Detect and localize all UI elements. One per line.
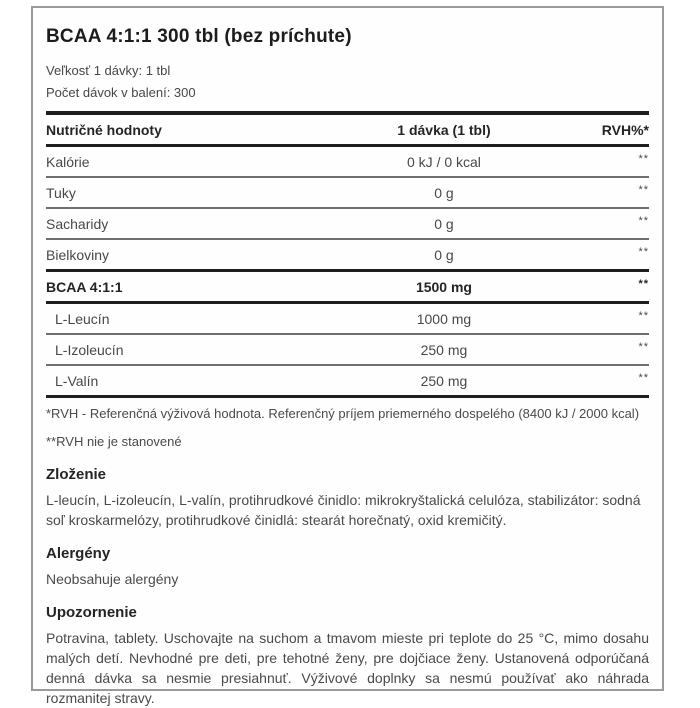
nutrition-facts-table: [46, 111, 649, 398]
nutrient-rvh: **: [638, 153, 649, 165]
table-row: [46, 334, 649, 365]
warning-text: Potravina, tablety. Uschovajte na suchom a tmavom mieste pri teplote do 25 °C, mimo dosahu malých detí. Nevhodné pre deti, pre tehotné ženy, pre dojčiace ženy. Ustanovená odporúčaná denná dávka sa nesmie presiahnuť. Výživové doplnky sa nesmú používať ako náhrada rozmanitej stravy.: [46, 630, 649, 706]
nutrient-rvh: **: [638, 184, 649, 196]
nutrient-label: L-Leucín: [55, 311, 110, 327]
allergens-text: Neobsahuje alergény: [46, 571, 179, 587]
nutrient-label: L-Valín: [55, 373, 99, 389]
table-row: [46, 208, 649, 239]
allergens-heading: Alergény: [46, 545, 111, 562]
nutrient-value: 250 mg: [420, 342, 468, 358]
nutrient-rvh: **: [638, 310, 649, 322]
nutrient-rvh: **: [638, 246, 649, 258]
table-row: [46, 239, 649, 271]
nutrient-label: Tuky: [46, 185, 76, 201]
servings-per-pack-line: Počet dávok v balení: 300: [46, 85, 196, 100]
table-header-row: [46, 113, 649, 146]
table-row: [46, 146, 649, 178]
ingredients-heading: Zloženie: [46, 466, 107, 483]
nutrient-value: 250 mg: [420, 373, 468, 389]
nutrient-value: 0 g: [434, 185, 454, 201]
table-row: [46, 365, 649, 397]
rvh-definition-footnote: *RVH - Referenčná výživová hodnota. Referenčný príjem priemerného dospelého (8400 kJ / 2000 kcal): [46, 406, 640, 421]
rvh-not-set-footnote: **RVH nie je stanovené: [46, 434, 182, 449]
warning-heading: Upozornenie: [46, 604, 137, 621]
nutrient-value: 0 kJ / 0 kcal: [407, 154, 481, 170]
nutrient-value: 0 g: [434, 247, 454, 263]
nutrient-value: 0 g: [434, 216, 454, 232]
table-row: [46, 303, 649, 335]
ingredients-text: L-leucín, L-izoleucín, L-valín, protihrudkové činidlo: mikrokryštalická celulóza, stabilizátor: sodná soľ kroskarmelózy, protihrudkové činidlá: stearát horečnatý, oxid kremičitý.: [46, 492, 641, 528]
nutrient-rvh: **: [638, 341, 649, 353]
nutrient-label: BCAA 4:1:1: [46, 279, 123, 295]
nutrient-value: 1000 mg: [416, 311, 472, 327]
supplement-label-panel: [31, 6, 664, 706]
table-row: [46, 271, 649, 303]
nutrient-label: Sacharidy: [46, 216, 109, 232]
column-header-rvh: RVH%*: [601, 122, 649, 138]
nutrient-rvh: **: [638, 278, 649, 290]
nutrient-value: 1500 mg: [415, 279, 472, 295]
product-title: BCAA 4:1:1 300 tbl (bez príchute): [46, 26, 352, 47]
nutrient-rvh: **: [638, 215, 649, 227]
table-row: [46, 177, 649, 208]
nutrient-label: L-Izoleucín: [55, 342, 124, 358]
nutrient-label: Kalórie: [46, 154, 90, 170]
column-header-serving: 1 dávka (1 tbl): [397, 122, 491, 138]
serving-size-line: Veľkosť 1 dávky: 1 tbl: [46, 63, 171, 78]
nutrient-label: Bielkoviny: [46, 247, 110, 263]
column-header-nutrient: Nutričné hodnoty: [46, 122, 162, 138]
nutrient-rvh: **: [638, 372, 649, 384]
